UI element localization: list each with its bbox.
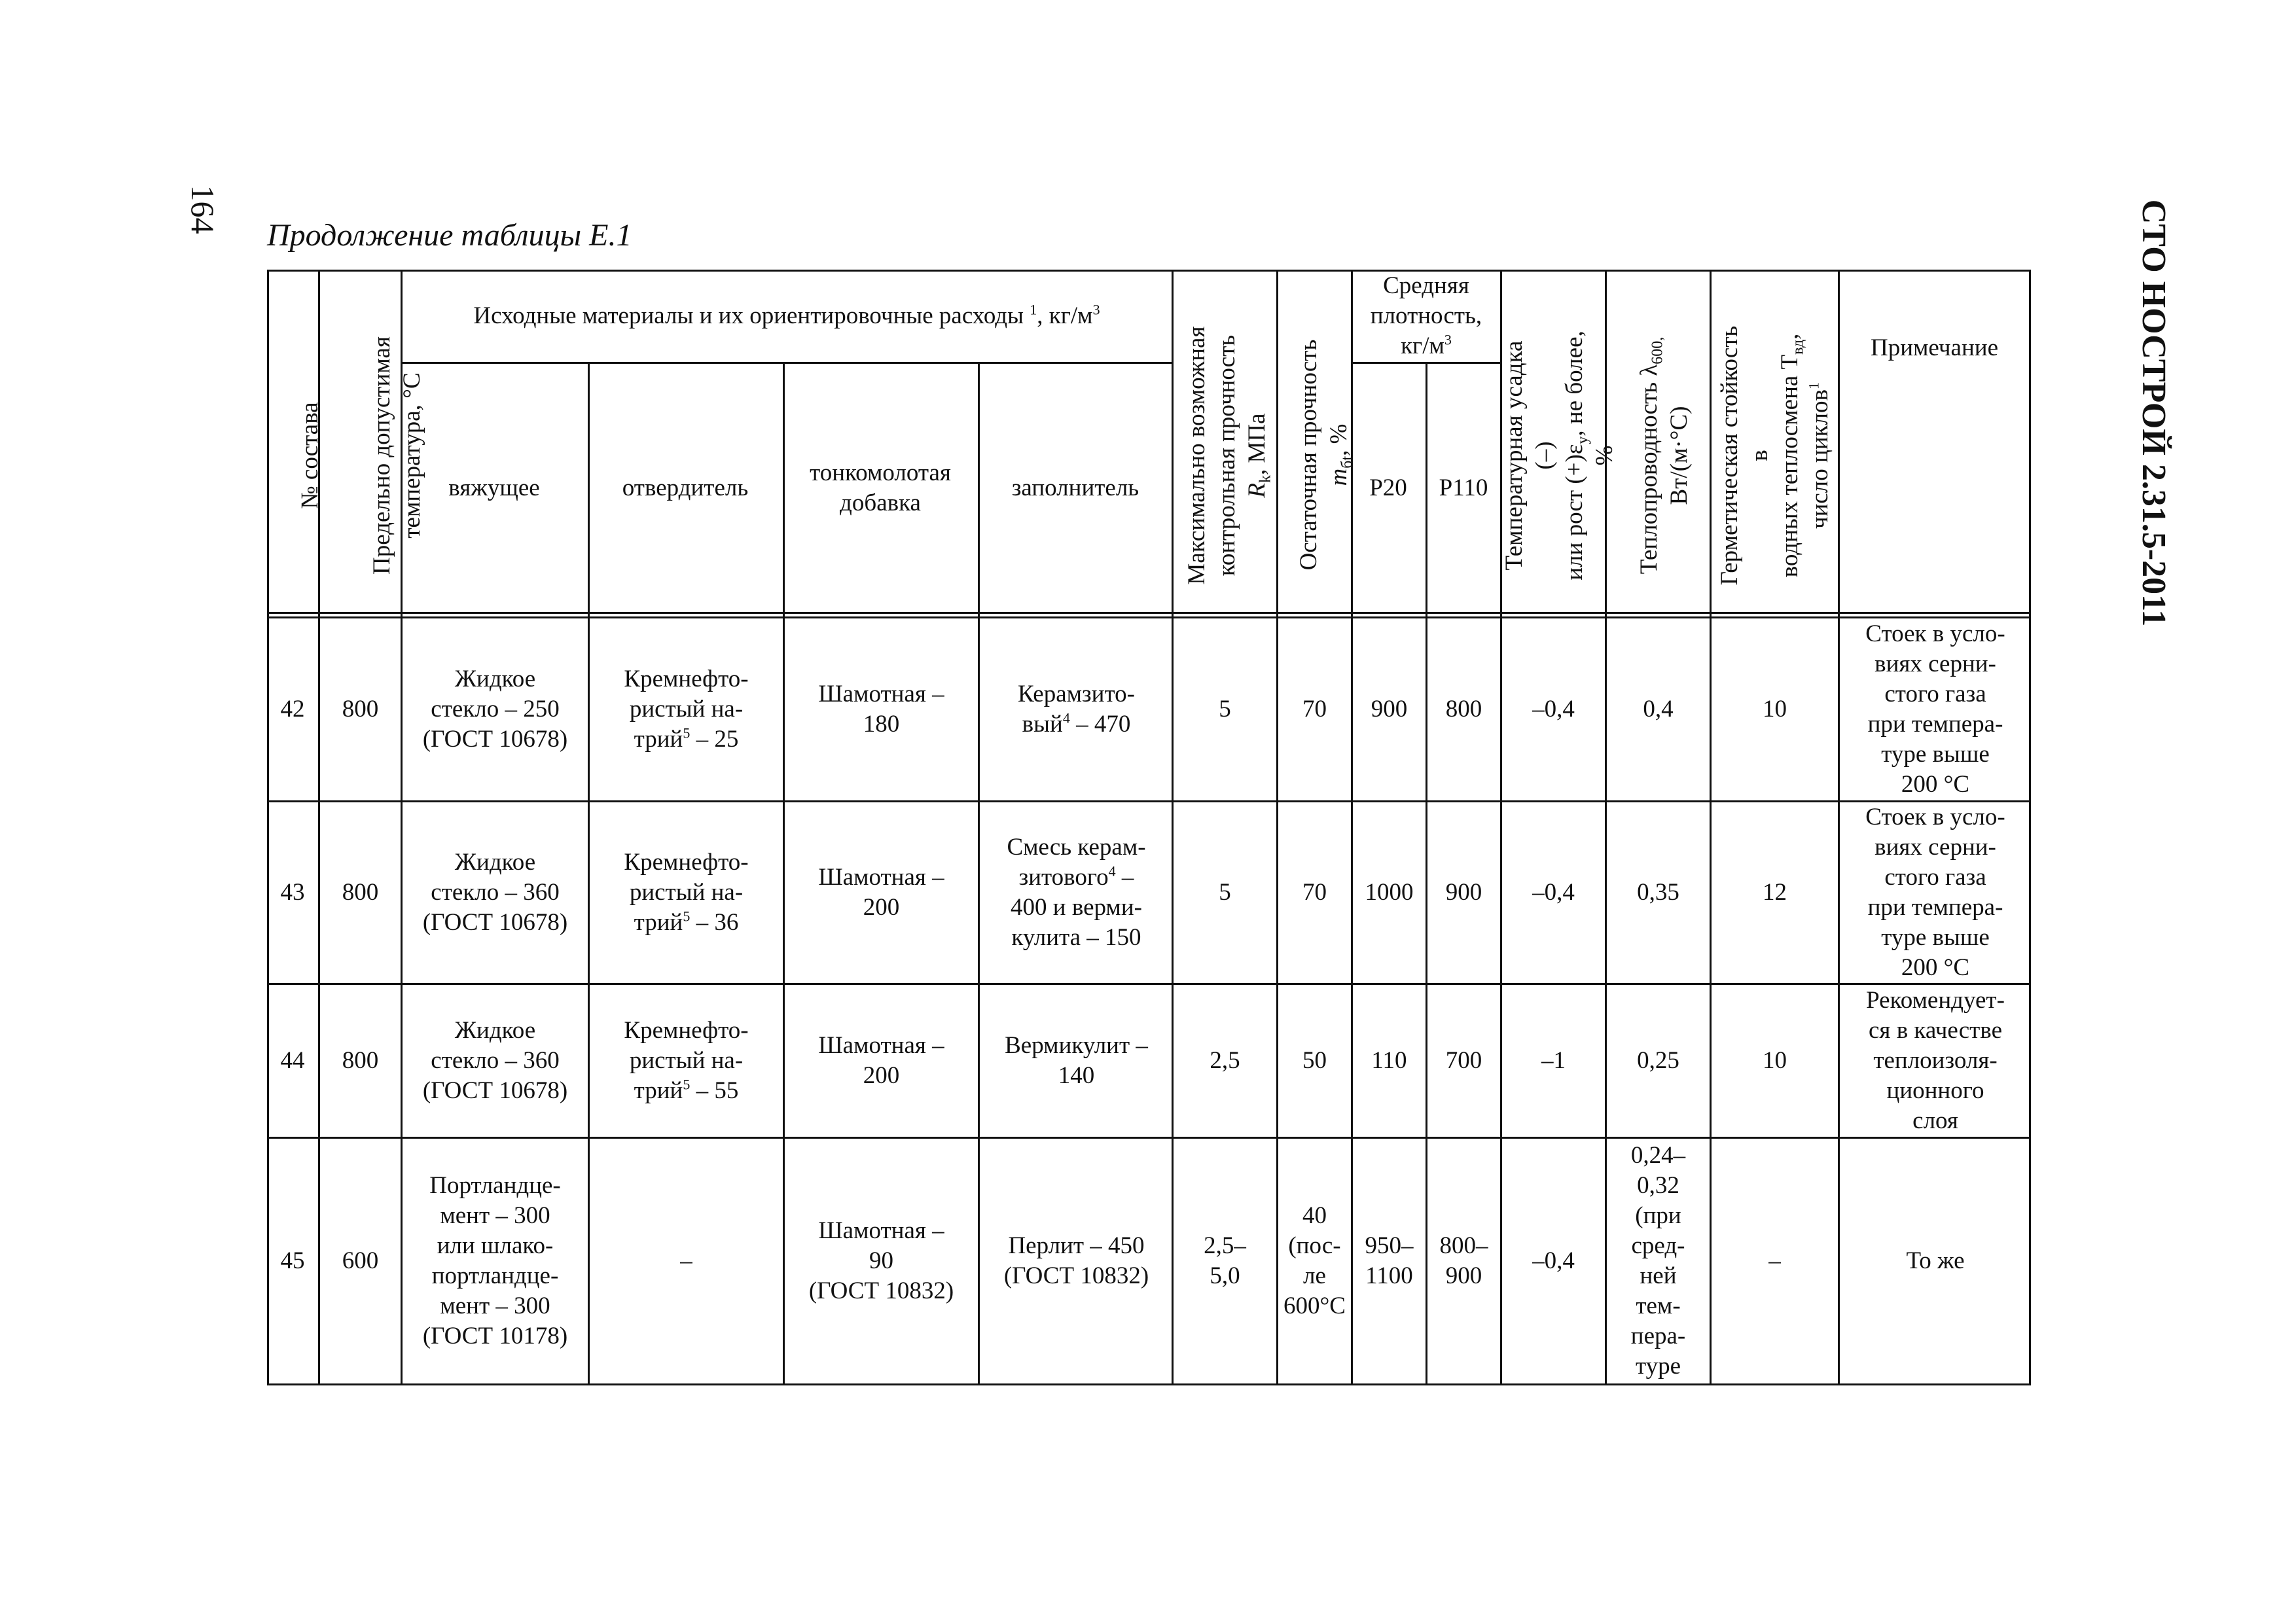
cell-shrinkage: –1: [1541, 1047, 1566, 1074]
cell-filler: Перлит – 450 (ГОСТ 10832): [1003, 1232, 1149, 1289]
cell-hermetic: 12: [1763, 879, 1787, 906]
cell-p110: 700: [1445, 1047, 1482, 1074]
cell-shrinkage: –0,4: [1532, 1247, 1575, 1274]
cell-temp: 800: [342, 1047, 379, 1074]
cell-filler: Керамзито- вый$^4$ – 470: [1018, 681, 1135, 738]
cell-note: Рекомендует- ся в качестве теплоизоля- ционного слоя: [1866, 987, 2005, 1134]
header-control-strength: Максимально возможная контрольная прочность $R_k$, МПа: [1183, 326, 1274, 585]
cell-strength: 5: [1219, 879, 1231, 906]
cell-hermetic: –: [1768, 1247, 1781, 1274]
cell-residual: 40 (пос- ле 600°С: [1283, 1202, 1346, 1319]
cell-shrinkage: –0,4: [1532, 879, 1575, 906]
header-hermetic-stability: Герметическая стойкость в водных теплосмена $T_{вд}$, число циклов$^1$: [1716, 325, 1833, 586]
cell-p20: 1000: [1365, 879, 1414, 906]
header-filler: заполнитель: [1011, 474, 1139, 501]
cell-binder: Портландце- мент – 300 или шлако- портландце- мент – 300 (ГОСТ 10178): [422, 1172, 568, 1349]
cell-temp: 600: [342, 1247, 379, 1274]
cell-additive: Шамотная – 90 (ГОСТ 10832): [808, 1217, 954, 1304]
cell-hardener: –: [680, 1247, 692, 1274]
table-caption: Продолжение таблицы Е.1: [267, 218, 632, 253]
cell-residual: 70: [1302, 696, 1327, 722]
header-residual-strength: Остаточная прочность $m_{бt}$, %: [1295, 339, 1356, 571]
cell-shrinkage: –0,4: [1532, 696, 1575, 722]
header-materials-group: Исходные материалы и их ориентировочные расходы $^1$, $кг/м^3$: [473, 301, 1100, 329]
cell-conductivity: 0,4: [1643, 696, 1674, 722]
cell-temp: 800: [342, 879, 379, 906]
cell-additive: Шамотная – 200: [818, 864, 944, 921]
cell-residual: 50: [1302, 1047, 1327, 1074]
cell-hermetic: 10: [1763, 1047, 1787, 1074]
header-hardener: отвердитель: [622, 474, 749, 501]
cell-filler: Вермикулит – 140: [1005, 1032, 1148, 1089]
cell-p20: 900: [1371, 696, 1408, 722]
cell-additive: Шамотная – 200: [818, 1032, 944, 1089]
header-thermal-conductivity: Теплопроводность $\lambda_{600,}$ Вт/(м·°С): [1636, 336, 1693, 575]
cell-p110: 800– 900: [1439, 1232, 1488, 1289]
cell-residual: 70: [1302, 879, 1327, 906]
cell-p20: 110: [1371, 1047, 1407, 1074]
header-density-p110: Р110: [1439, 474, 1488, 501]
cell-note: Стоек в усло- виях серни- стого газа при темпера- туре выше 200 °С: [1865, 620, 2005, 798]
page-number: 164: [185, 185, 221, 234]
cell-strength: 2,5– 5,0: [1204, 1232, 1246, 1289]
cell-hardener: Кремнефто- ристый на- трий$^5$ – 25: [624, 666, 749, 753]
cell-num: 42: [280, 696, 305, 722]
cell-num: 44: [280, 1047, 305, 1074]
cell-filler: Смесь керам- зитового$^4$ – 400 и верми- кулита – 150: [1007, 834, 1146, 951]
cell-binder: Жидкое стекло – 360 (ГОСТ 10678): [422, 849, 568, 936]
cell-num: 43: [280, 879, 305, 906]
cell-temp: 800: [342, 696, 379, 722]
cell-binder: Жидкое стекло – 250 (ГОСТ 10678): [422, 666, 568, 753]
cell-binder: Жидкое стекло – 360 (ГОСТ 10678): [422, 1017, 568, 1104]
header-binder: вяжущее: [448, 474, 540, 501]
header-density-p20: Р20: [1369, 474, 1407, 501]
cell-num: 45: [280, 1247, 305, 1274]
cell-note: Стоек в усло- виях серни- стого газа при темпера- туре выше 200 °С: [1865, 804, 2005, 981]
cell-conductivity: 0,35: [1637, 879, 1679, 906]
header-max-temperature: Предельно допустимая температура, °С: [368, 336, 425, 575]
cell-hardener: Кремнефто- ристый на- трий$^5$ – 55: [624, 1017, 749, 1104]
cell-conductivity: 0,25: [1637, 1047, 1679, 1074]
cell-conductivity: 0,24– 0,32 (при сред- ней тем- пера- туре: [1630, 1142, 1686, 1380]
header-thermal-shrinkage: Температурная усадка (–) или рост $(+)\varepsilon_у$, не более, %: [1501, 330, 1618, 580]
cell-note: То же: [1906, 1247, 1965, 1274]
header-composition-number: № состава: [296, 402, 323, 509]
cell-hermetic: 10: [1763, 696, 1787, 722]
cell-strength: 2,5: [1210, 1047, 1240, 1074]
header-density-group: Средняя плотность, $кг/м^3$: [1370, 272, 1482, 359]
cell-hardener: Кремнефто- ристый на- трий$^5$ – 36: [624, 849, 749, 936]
document-code: СТО НОСТРОЙ 2.31.5-2011: [2135, 199, 2172, 627]
cell-additive: Шамотная – 180: [818, 681, 944, 738]
header-fine-additive: тонкомолотая добавка: [810, 459, 951, 516]
cell-p20: 950– 1100: [1365, 1232, 1414, 1289]
header-note: Примечание: [1871, 334, 1998, 361]
cell-p110: 800: [1445, 696, 1482, 722]
cell-p110: 900: [1445, 879, 1482, 906]
cell-strength: 5: [1219, 696, 1231, 722]
